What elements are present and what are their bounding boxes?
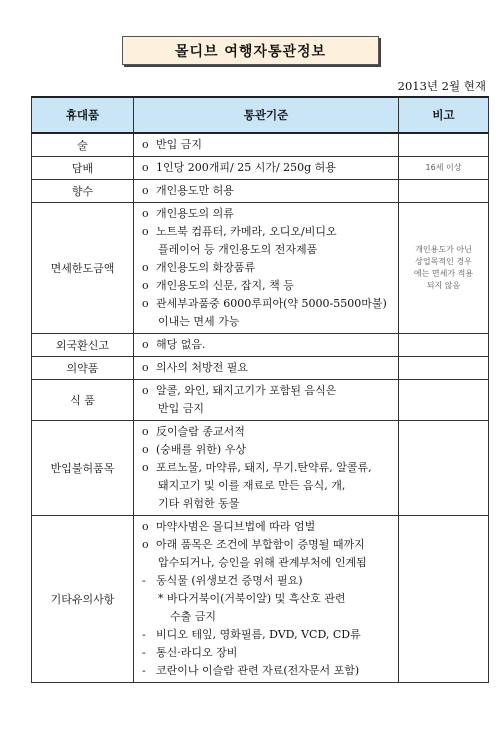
rule-line [142,572,392,590]
rule-cell [134,516,399,683]
bullet-marker: o [142,538,149,551]
rule-text: 비디오 테잎, 영화필름, DVD, VCD, CD류 [156,628,361,641]
bullet-marker: o [142,443,149,456]
rule-text: 아래 품목은 조건에 부합함이 증명될 때까지 [156,538,365,551]
rule-text: 마약사범은 몰디브법에 따라 엄벌 [156,520,316,533]
rule-text: 의사의 처방전 필요 [156,361,249,374]
rule-text: 기타 위험한 동물 [158,497,240,510]
item-cell: 외국환신고 [32,334,134,357]
table-row [32,180,489,203]
rule-line [142,554,392,572]
note-line: 상업목적인 경우 [415,257,472,266]
note-cell [399,334,489,357]
rule-text: 포르노물, 마약류, 돼지, 무기.탄약류, 알콜류, [156,461,372,474]
bullet-marker: - [142,664,146,677]
rule-text: 반입 금지 [156,138,203,151]
rule-text: 반입 금지 [158,402,205,415]
bullet-marker: o [142,279,149,292]
rule-text: 反이슬람 종교서적 [156,425,245,438]
date-label: 2013년 2월 현재 [397,79,486,93]
rule-text: 동식물 (위생보건 증명서 필요) [156,574,303,587]
table-row [32,133,489,157]
bullet-marker: o [142,461,149,474]
rule-cell [134,133,399,157]
rule-line [142,662,392,680]
rule-line [142,441,392,459]
rule-text: 개인용도의 화장품류 [156,261,256,274]
rule-line [142,608,392,626]
note-cell [399,157,489,180]
note-line: 개인용도가 아닌 [415,245,472,254]
rule-cell [134,380,399,421]
rule-line [142,423,392,441]
rule-line [142,205,392,223]
rule-text: 관세부과품중 6000루피아(약 5000-5500마불) [156,297,387,310]
rule-line [142,136,392,154]
item-cell: 의약품 [32,357,134,380]
rule-text: 개인용도의 신문, 잡지, 책 등 [156,279,294,292]
item-cell: 담배 [32,157,134,180]
table-row [32,421,489,516]
item-cell: 술 [32,133,134,157]
header-rule: 통관기준 [134,97,399,133]
rule-line [142,536,392,554]
rule-line [142,495,392,513]
rule-line [142,241,392,259]
rule-line [142,459,392,477]
bullet-marker: o [142,297,149,310]
rule-cell [134,203,399,334]
bullet-marker: o [142,338,149,351]
rule-line [142,259,392,277]
header-row [32,97,489,133]
rule-text: 개인용도만 허용 [156,184,234,197]
rule-cell [134,180,399,203]
rule-line [142,518,392,536]
note-line: 에는 면세가 적용 [413,269,474,278]
rule-line [142,359,392,377]
customs-table [31,96,489,683]
item-cell: 반입불허품목 [32,421,134,516]
rule-line [142,336,392,354]
rule-text: 개인용도의 의류 [156,207,234,220]
note-cell [399,421,489,516]
table-row [32,157,489,180]
rule-line [142,477,392,495]
table-row [32,203,489,334]
header-note: 비고 [399,97,489,133]
rule-line [142,626,392,644]
rule-text: 해당 없음. [156,338,206,351]
bullet-marker: o [142,184,149,197]
rule-text: 이내는 면세 가능 [158,315,240,328]
rule-text: 1인당 200개피/ 25 시가/ 250g 허용 [156,161,336,174]
bullet-marker: - [142,574,146,587]
item-cell: 기타유의사항 [32,516,134,683]
rule-line [142,159,392,177]
rule-text: 코란이나 이슬람 관련 자료(전자문서 포함) [156,664,360,677]
bullet-marker: o [142,207,149,220]
note-line: 되지 않음 [426,281,461,290]
table-row [32,516,489,683]
rule-line [142,382,392,400]
rule-text: 돼지고기 및 이를 재료로 만든 음식, 개, [158,479,346,492]
item-cell: 식 품 [32,380,134,421]
bullet-marker: o [142,520,149,533]
rule-text: 알콜, 와인, 돼지고기가 포함된 음식은 [156,384,337,397]
note-cell [399,180,489,203]
rule-cell [134,357,399,380]
bullet-marker: o [142,361,149,374]
rule-text: 노트북 컴퓨터, 카메라, 오디오/비디오 [156,225,337,238]
rule-line [142,223,392,241]
rule-line [142,277,392,295]
table-row [32,357,489,380]
rule-text: 통신·라디오 장비 [156,646,238,659]
note-cell [399,516,489,683]
rule-text: 수출 금지 [170,610,217,623]
table-row [32,380,489,421]
bullet-marker: o [142,225,149,238]
bullet-marker: - [142,646,146,659]
note-cell [399,133,489,157]
rule-text: 플레이어 등 개인용도의 전자제품 [158,243,318,256]
item-cell: 면세한도금액 [32,203,134,334]
table-row [32,334,489,357]
rule-line [142,590,392,608]
note-cell [399,203,489,334]
page-title: 몰디브 여행자통관정보 [122,36,379,65]
rule-cell [134,421,399,516]
rule-cell [134,334,399,357]
rule-line [142,295,392,313]
rule-text: (숭배를 위한) 우상 [156,443,246,456]
bullet-marker: - [142,628,146,641]
rule-line [142,400,392,418]
note-cell [399,357,489,380]
note-cell [399,380,489,421]
rule-cell [134,157,399,180]
rule-line [142,644,392,662]
bullet-marker: o [142,261,149,274]
rule-text: 압수되거나, 승인을 위해 관계부처에 인계됨 [158,556,367,569]
item-cell: 향수 [32,180,134,203]
header-item: 휴대품 [32,97,134,133]
bullet-marker: o [142,425,149,438]
bullet-marker: o [142,138,149,151]
bullet-marker: o [142,161,149,174]
rule-line [142,182,392,200]
rule-line [142,313,392,331]
note-line: 16세 이상 [425,163,462,172]
bullet-marker: o [142,384,149,397]
rule-text: * 바다거북이(거북이알) 및 흑산호 관련 [158,592,346,605]
